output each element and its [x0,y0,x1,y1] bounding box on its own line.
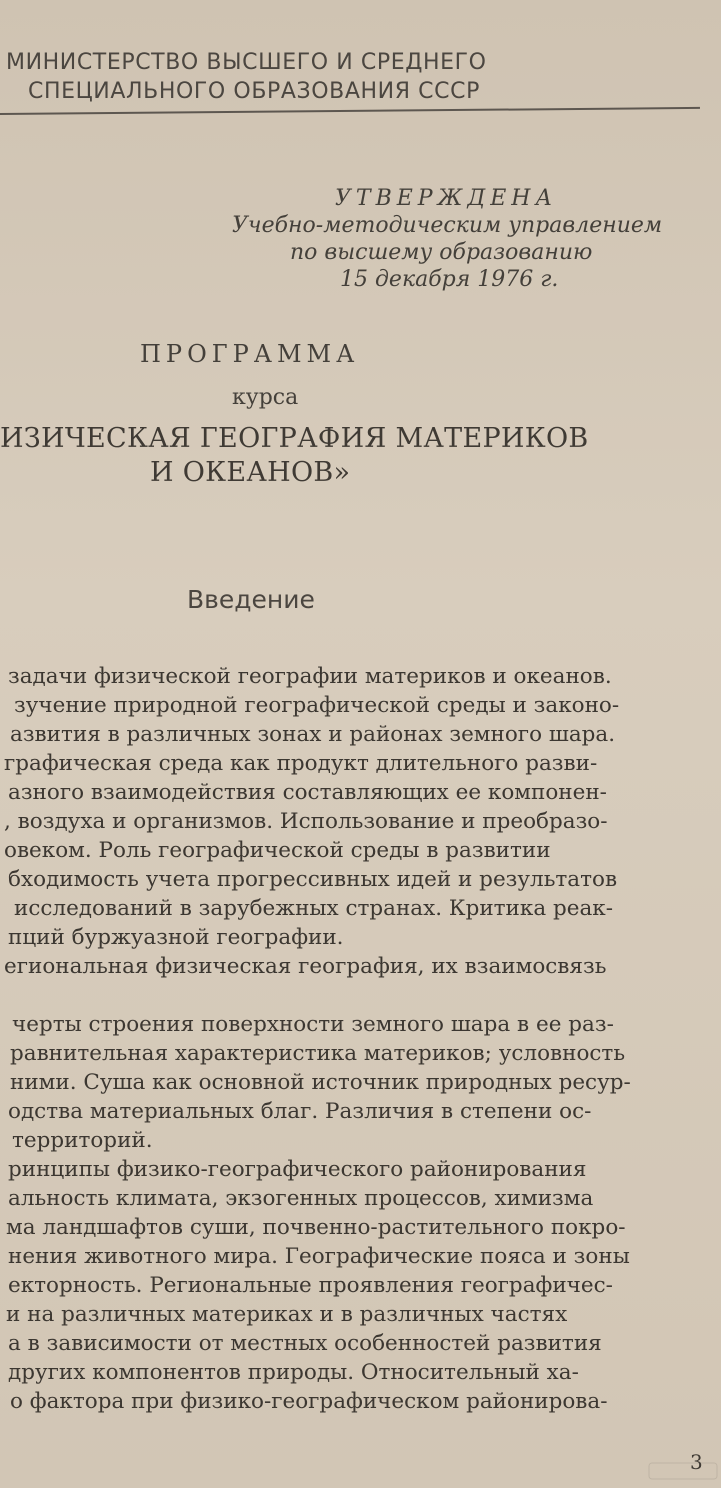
ministry-header [6,48,487,106]
ministry-line-2: СПЕЦИАЛЬНОГО ОБРАЗОВАНИЯ СССР [28,79,480,104]
approval-line: по высшему образованию [290,240,593,265]
body-line: исследований в зарубежных странах. Критика реак- [14,896,613,921]
body-line: азного взаимодействия составляющих ее компонен- [8,780,607,805]
approval-block [200,185,720,293]
watermark-stamp [648,1460,718,1482]
ministry-line-1: МИНИСТЕРСТВО ВЫСШЕГО И СРЕДНЕГО [6,50,487,75]
approval-line: УТВЕРЖДЕНА [335,186,558,211]
page-number: 3 [690,1450,703,1474]
body-line: и на различных материках и в различных частях [6,1302,568,1327]
body-line: о фактора при физико-географическом районирова- [10,1389,608,1414]
body-line: нения животного мира. Географические пояса и зоны [8,1244,630,1269]
body-line: графическая среда как продукт длительного разви- [4,751,598,776]
body-line: бходимость учета прогрессивных идей и результатов [8,867,618,892]
body-line: ма ландшафтов суши, почвенно-растительного покро- [6,1215,626,1240]
body-line: овеком. Роль географической среды в развитии [4,838,551,863]
body-line: а в зависимости от местных особенностей развития [8,1331,602,1356]
body-line: других компонентов природы. Относительный ха- [8,1360,579,1385]
course-title-line-1: ИЗИЧЕСКАЯ ГЕОГРАФИЯ МАТЕРИКОВ [0,423,589,454]
body-line: ринципы физико-географического районирования [8,1157,587,1182]
body-line: альность климата, экзогенных процессов, химизма [8,1186,594,1211]
body-line: пций буржуазной географии. [8,925,344,950]
body-line: черты строения поверхности земного шара в ее раз- [12,1012,614,1037]
body-line: зучение природной географической среды и законо- [14,693,620,718]
body-line: ними. Суша как основной источник природных ресур- [10,1070,631,1095]
body-line: одства материальных благ. Различия в степени ос- [8,1099,592,1124]
body-line: , воздуха и организмов. Использование и преобразо- [4,809,608,834]
body-line: азвития в различных зонах и районах земного шара. [10,722,616,747]
body-line: егиональная физическая география, их взаимосвязь [4,954,607,979]
body-line: екторность. Региональные проявления географичес- [8,1273,613,1298]
section-heading: Введение [187,585,315,614]
body-line: задачи физической географии материков и океанов. [8,664,612,689]
program-label: ПРОГРАММА [140,340,360,368]
header-divider [0,107,700,115]
approval-line: 15 декабря 1976 г. [340,267,559,292]
course-title [0,422,589,490]
course-word: курса [232,385,299,410]
course-title-line-2: И ОКЕАНОВ» [150,457,351,488]
body-line: равнительная характеристика материков; условность [10,1041,626,1066]
approval-line: Учебно-методическим управлением [232,213,663,238]
body-line: территорий. [12,1128,153,1153]
